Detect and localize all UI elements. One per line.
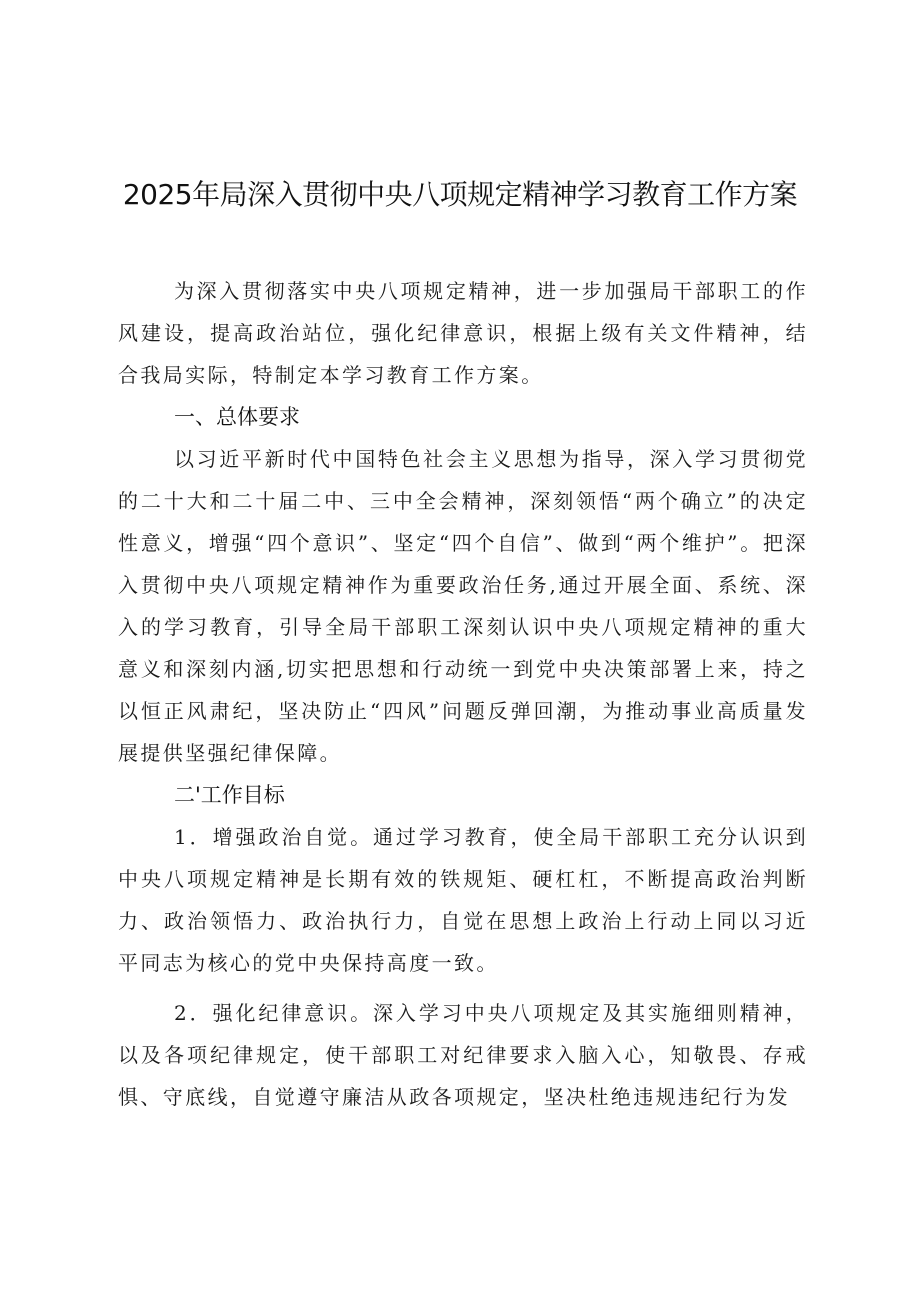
section-1-heading: 一、总体要求	[174, 405, 300, 429]
section-1-paragraph: 以习近平新时代中国特色社会主义思想为指导，深入学习贯彻党的二十大和二十届二中、三中全会精神，深刻领悟“两个确立”的决定性意义，增强“四个意识”、坚定“四个自信”、做到“两个维护”。把深入贯彻中央八项规定精神作为重要政治任务,通过开展全面、系统、深入的学习教育，引导全局干部职工深刻认识中央八项规定精神的重大意义和深刻内涵,切实把思想和行动统一到党中央决策部署上来，持之以恒正风肃纪，坚决防止“四风”问题反弹回潮，为推动事业高质量发展提供坚强纪律保障。	[118, 447, 808, 765]
goal-item-1: 1．增强政治自觉。通过学习教育，使全局干部职工充分认识到中央八项规定精神是长期有效的铁规矩、硬杠杠，不断提高政治判断力、政治领悟力、政治执行力，自觉在思想上政治上行动上同以习近平同志为核心的党中央保持高度一致。	[118, 825, 808, 975]
document-body	[118, 270, 808, 1118]
paragraph-gap	[118, 984, 808, 992]
goal-item-2: 2．强化纪律意识。深入学习中央八项规定及其实施细则精神，以及各项纪律规定，使干部职工对纪律要求入脑入心，知敬畏、存戒惧、守底线，自觉遵守廉洁从政各项规定，坚决杜绝违规违纪行为发	[118, 1001, 808, 1109]
intro-paragraph: 为深入贯彻落实中央八项规定精神，进一步加强局干部职工的作风建设，提高政治站位，强化纪律意识，根据上级有关文件精神，结合我局实际，特制定本学习教育工作方案。	[118, 279, 808, 387]
document-title: 2025年局深入贯彻中央八项规定精神学习教育工作方案	[122, 178, 798, 211]
section-2-heading: 二'工作目标	[174, 783, 285, 807]
